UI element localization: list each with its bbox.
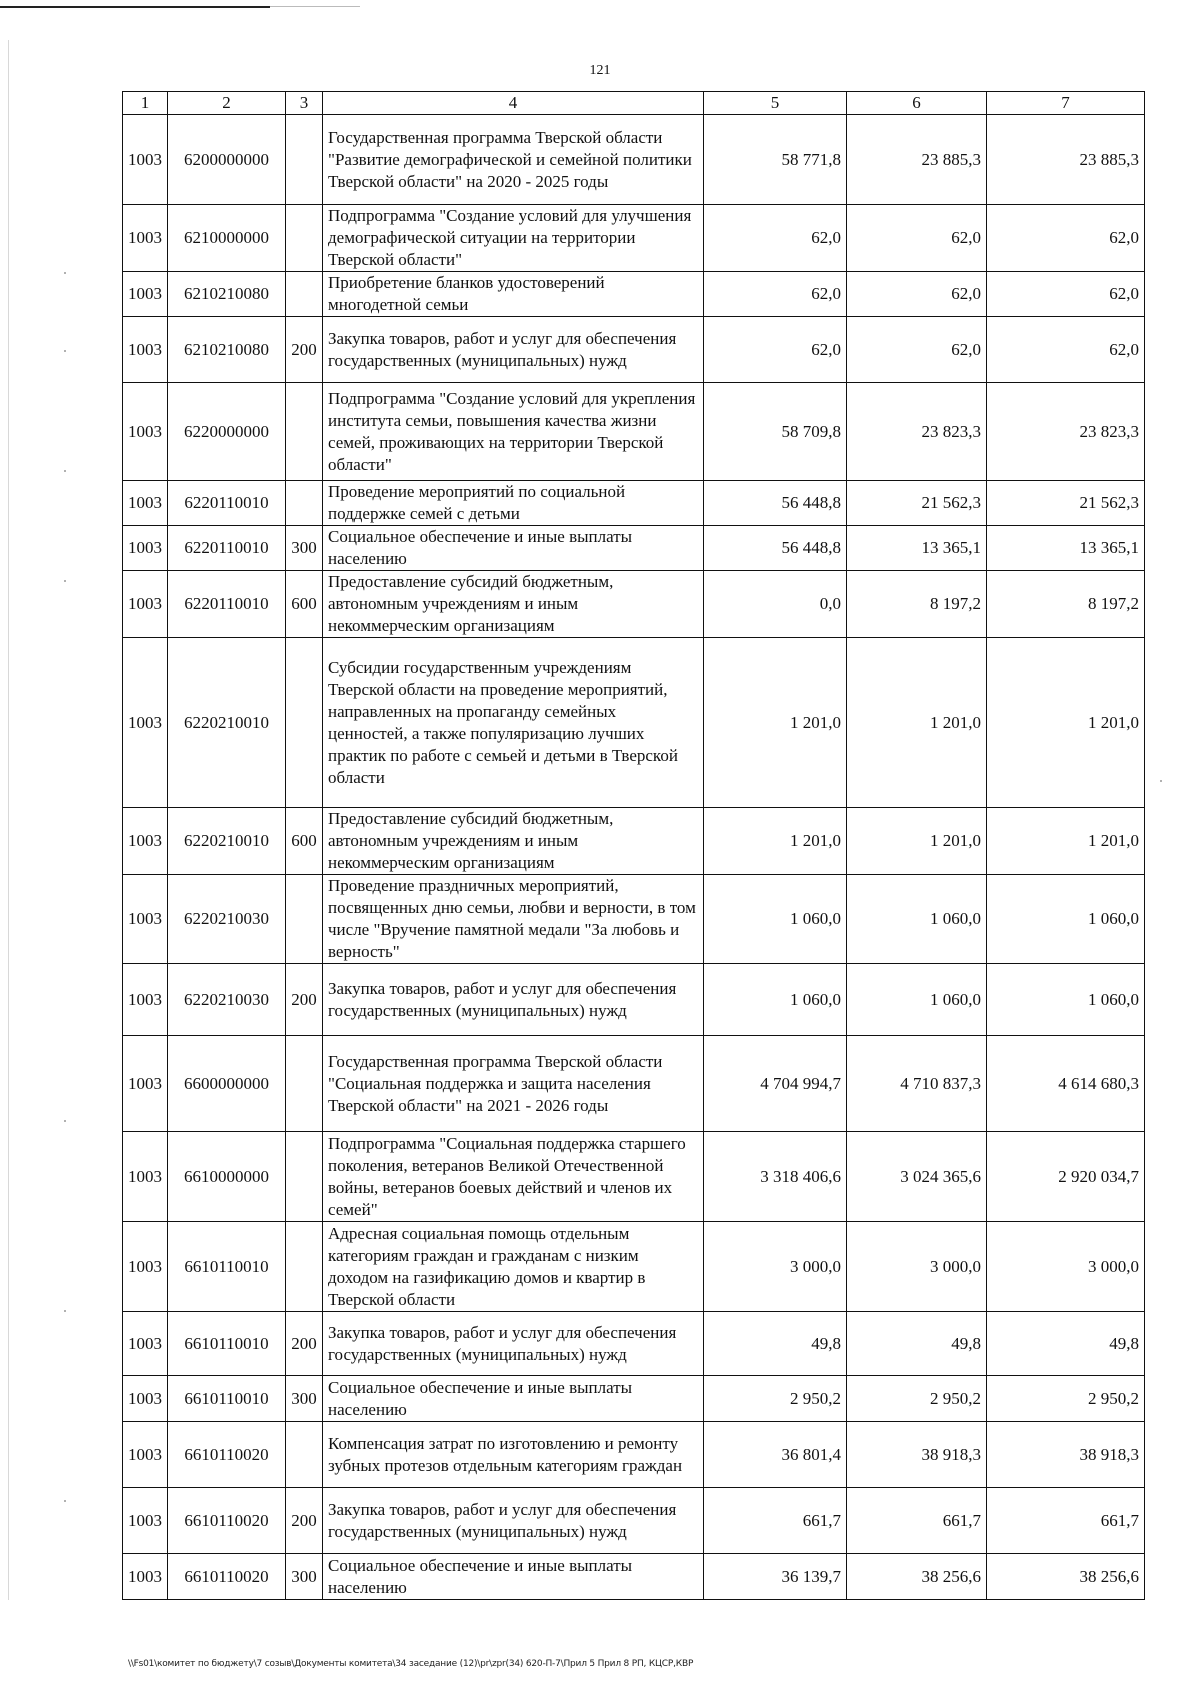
table-row	[123, 1222, 1145, 1312]
expense-type-cell: 200	[286, 1312, 323, 1376]
target-code-cell: 6220210010	[168, 638, 286, 808]
item-name-cell: Подпрограмма "Социальная поддержка старшего поколения, ветеранов Великой Отечественной войны, ветеранов боевых действий и членов их семей"	[323, 1132, 704, 1222]
amount-col6-cell: 661,7	[847, 1488, 987, 1554]
target-code-cell: 6220110010	[168, 526, 286, 571]
item-name-cell: Проведение мероприятий по социальной поддержке семей с детьми	[323, 481, 704, 526]
table-row	[123, 526, 1145, 571]
amount-col7-cell: 1 060,0	[987, 875, 1145, 964]
amount-col7-cell: 1 201,0	[987, 638, 1145, 808]
amount-col7-cell: 62,0	[987, 317, 1145, 383]
item-name-cell: Приобретение бланков удостоверений многодетной семьи	[323, 272, 704, 317]
amount-col7-cell: 2 920 034,7	[987, 1132, 1145, 1222]
table-row	[123, 205, 1145, 272]
amount-col5-cell: 62,0	[704, 205, 847, 272]
target-code-cell: 6610110020	[168, 1488, 286, 1554]
item-name-cell: Предоставление субсидий бюджетным, автономным учреждениям и иным некоммерческим организациям	[323, 571, 704, 638]
amount-col6-cell: 21 562,3	[847, 481, 987, 526]
amount-col7-cell: 2 950,2	[987, 1376, 1145, 1422]
amount-col5-cell: 56 448,8	[704, 481, 847, 526]
table-row	[123, 1376, 1145, 1422]
amount-col5-cell: 661,7	[704, 1488, 847, 1554]
amount-col6-cell: 23 823,3	[847, 383, 987, 481]
item-name-cell: Подпрограмма "Создание условий для укрепления института семьи, повышения качества жизни семей, проживающих на территории Тверской области"	[323, 383, 704, 481]
expense-type-cell: 200	[286, 964, 323, 1036]
scan-speck	[64, 1120, 66, 1122]
header-cell: 3	[286, 92, 323, 115]
amount-col5-cell: 62,0	[704, 272, 847, 317]
amount-col7-cell: 8 197,2	[987, 571, 1145, 638]
item-name-cell: Субсидии государственным учреждениям Тверской области на проведение мероприятий, направленных на пропаганду семейных ценностей, а также популяризацию лучших практик по работе с семьей и детьми в Тверской области	[323, 638, 704, 808]
expense-type-cell: 300	[286, 526, 323, 571]
expense-type-cell	[286, 1036, 323, 1132]
expense-type-cell	[286, 481, 323, 526]
amount-col7-cell: 4 614 680,3	[987, 1036, 1145, 1132]
table-row	[123, 808, 1145, 875]
scan-speck	[64, 470, 66, 472]
amount-col6-cell: 62,0	[847, 272, 987, 317]
amount-col5-cell: 2 950,2	[704, 1376, 847, 1422]
target-code-cell: 6600000000	[168, 1036, 286, 1132]
table-row	[123, 383, 1145, 481]
amount-col6-cell: 8 197,2	[847, 571, 987, 638]
expense-type-cell: 200	[286, 1488, 323, 1554]
scan-speck	[64, 272, 66, 274]
amount-col5-cell: 36 801,4	[704, 1422, 847, 1488]
section-cell: 1003	[123, 1422, 168, 1488]
target-code-cell: 6610110020	[168, 1422, 286, 1488]
section-cell: 1003	[123, 638, 168, 808]
scan-speck	[64, 1310, 66, 1312]
amount-col5-cell: 56 448,8	[704, 526, 847, 571]
table-row	[123, 1422, 1145, 1488]
section-cell: 1003	[123, 272, 168, 317]
table-row	[123, 571, 1145, 638]
target-code-cell: 6220210030	[168, 875, 286, 964]
section-cell: 1003	[123, 1132, 168, 1222]
section-cell: 1003	[123, 964, 168, 1036]
target-code-cell: 6220210010	[168, 808, 286, 875]
table-row	[123, 1312, 1145, 1376]
section-cell: 1003	[123, 481, 168, 526]
amount-col6-cell: 62,0	[847, 317, 987, 383]
amount-col7-cell: 21 562,3	[987, 481, 1145, 526]
expense-type-cell	[286, 1132, 323, 1222]
table-row	[123, 1488, 1145, 1554]
footer-file-path: \\Fs01\комитет по бюджету\7 созыв\Документы комитета\34 заседание (12)\pr\zpr(34) 620-П-7\Прил 5 Прил 8 РП, КЦСР,КВР	[128, 1659, 694, 1669]
section-cell: 1003	[123, 1554, 168, 1600]
amount-col7-cell: 62,0	[987, 272, 1145, 317]
amount-col7-cell: 3 000,0	[987, 1222, 1145, 1312]
amount-col6-cell: 1 060,0	[847, 875, 987, 964]
amount-col5-cell: 58 771,8	[704, 115, 847, 205]
target-code-cell: 6610110010	[168, 1312, 286, 1376]
item-name-cell: Проведение праздничных мероприятий, посвященных дню семьи, любви и верности, в том числе "Вручение памятной медали "За любовь и верность"	[323, 875, 704, 964]
expense-type-cell: 600	[286, 808, 323, 875]
item-name-cell: Компенсация затрат по изготовлению и ремонту зубных протезов отдельным категориям граждан	[323, 1422, 704, 1488]
table-row	[123, 1036, 1145, 1132]
header-cell: 4	[323, 92, 704, 115]
budget-table	[122, 91, 1145, 1600]
expense-type-cell	[286, 1422, 323, 1488]
item-name-cell: Государственная программа Тверской области "Социальная поддержка и защита населения Тверской области" на 2021 - 2026 годы	[323, 1036, 704, 1132]
target-code-cell: 6610000000	[168, 1132, 286, 1222]
section-cell: 1003	[123, 205, 168, 272]
target-code-cell: 6610110020	[168, 1554, 286, 1600]
section-cell: 1003	[123, 526, 168, 571]
amount-col7-cell: 23 823,3	[987, 383, 1145, 481]
table-row	[123, 875, 1145, 964]
amount-col6-cell: 23 885,3	[847, 115, 987, 205]
target-code-cell: 6220000000	[168, 383, 286, 481]
top-border-line-faint	[270, 6, 360, 7]
amount-col5-cell: 1 060,0	[704, 964, 847, 1036]
expense-type-cell: 600	[286, 571, 323, 638]
header-cell: 7	[987, 92, 1145, 115]
amount-col7-cell: 1 060,0	[987, 964, 1145, 1036]
page-number: 121	[589, 63, 611, 78]
amount-col5-cell: 1 201,0	[704, 638, 847, 808]
table-row	[123, 481, 1145, 526]
target-code-cell: 6210000000	[168, 205, 286, 272]
amount-col7-cell: 49,8	[987, 1312, 1145, 1376]
amount-col6-cell: 2 950,2	[847, 1376, 987, 1422]
item-name-cell: Подпрограмма "Создание условий для улучшения демографической ситуации на территории Тверской области"	[323, 205, 704, 272]
section-cell: 1003	[123, 383, 168, 481]
target-code-cell: 6220110010	[168, 571, 286, 638]
header-cell: 5	[704, 92, 847, 115]
amount-col7-cell: 13 365,1	[987, 526, 1145, 571]
amount-col6-cell: 13 365,1	[847, 526, 987, 571]
table-row	[123, 1132, 1145, 1222]
section-cell: 1003	[123, 1488, 168, 1554]
amount-col6-cell: 38 256,6	[847, 1554, 987, 1600]
table-row	[123, 317, 1145, 383]
amount-col7-cell: 62,0	[987, 205, 1145, 272]
header-cell: 2	[168, 92, 286, 115]
amount-col5-cell: 4 704 994,7	[704, 1036, 847, 1132]
table-header-row	[123, 92, 1145, 115]
expense-type-cell	[286, 205, 323, 272]
expense-type-cell	[286, 383, 323, 481]
amount-col6-cell: 3 024 365,6	[847, 1132, 987, 1222]
section-cell: 1003	[123, 1222, 168, 1312]
amount-col6-cell: 62,0	[847, 205, 987, 272]
scan-speck	[64, 350, 66, 352]
expense-type-cell	[286, 875, 323, 964]
amount-col6-cell: 38 918,3	[847, 1422, 987, 1488]
amount-col5-cell: 3 000,0	[704, 1222, 847, 1312]
amount-col7-cell: 38 256,6	[987, 1554, 1145, 1600]
item-name-cell: Закупка товаров, работ и услуг для обеспечения государственных (муниципальных) нужд	[323, 1488, 704, 1554]
target-code-cell: 6210210080	[168, 317, 286, 383]
table-row	[123, 1554, 1145, 1600]
expense-type-cell	[286, 1222, 323, 1312]
amount-col5-cell: 36 139,7	[704, 1554, 847, 1600]
item-name-cell: Предоставление субсидий бюджетным, автономным учреждениям и иным некоммерческим организациям	[323, 808, 704, 875]
amount-col5-cell: 3 318 406,6	[704, 1132, 847, 1222]
item-name-cell: Социальное обеспечение и иные выплаты населению	[323, 526, 704, 571]
section-cell: 1003	[123, 1312, 168, 1376]
table-body	[123, 115, 1145, 1600]
amount-col5-cell: 1 060,0	[704, 875, 847, 964]
amount-col5-cell: 58 709,8	[704, 383, 847, 481]
amount-col6-cell: 3 000,0	[847, 1222, 987, 1312]
item-name-cell: Социальное обеспечение и иные выплаты населению	[323, 1554, 704, 1600]
section-cell: 1003	[123, 1376, 168, 1422]
expense-type-cell	[286, 115, 323, 205]
amount-col5-cell: 1 201,0	[704, 808, 847, 875]
item-name-cell: Государственная программа Тверской области "Развитие демографической и семейной политики Тверской области" на 2020 - 2025 годы	[323, 115, 704, 205]
amount-col6-cell: 49,8	[847, 1312, 987, 1376]
scan-speck	[64, 1500, 66, 1502]
amount-col7-cell: 1 201,0	[987, 808, 1145, 875]
amount-col7-cell: 38 918,3	[987, 1422, 1145, 1488]
item-name-cell: Адресная социальная помощь отдельным категориям граждан и гражданам с низким доходом на газификацию домов и квартир в Тверской области	[323, 1222, 704, 1312]
amount-col6-cell: 1 060,0	[847, 964, 987, 1036]
scan-speck	[1160, 780, 1162, 782]
header-cell: 6	[847, 92, 987, 115]
item-name-cell: Закупка товаров, работ и услуг для обеспечения государственных (муниципальных) нужд	[323, 317, 704, 383]
section-cell: 1003	[123, 1036, 168, 1132]
scan-speck	[64, 580, 66, 582]
amount-col6-cell: 4 710 837,3	[847, 1036, 987, 1132]
amount-col6-cell: 1 201,0	[847, 808, 987, 875]
expense-type-cell: 300	[286, 1376, 323, 1422]
amount-col6-cell: 1 201,0	[847, 638, 987, 808]
target-code-cell: 6220110010	[168, 481, 286, 526]
amount-col7-cell: 661,7	[987, 1488, 1145, 1554]
table-row	[123, 272, 1145, 317]
amount-col5-cell: 0,0	[704, 571, 847, 638]
table-row	[123, 964, 1145, 1036]
expense-type-cell	[286, 272, 323, 317]
expense-type-cell: 300	[286, 1554, 323, 1600]
expense-type-cell: 200	[286, 317, 323, 383]
scan-margin-line	[8, 40, 9, 1600]
target-code-cell: 6220210030	[168, 964, 286, 1036]
target-code-cell: 6210210080	[168, 272, 286, 317]
section-cell: 1003	[123, 571, 168, 638]
item-name-cell: Закупка товаров, работ и услуг для обеспечения государственных (муниципальных) нужд	[323, 964, 704, 1036]
item-name-cell: Закупка товаров, работ и услуг для обеспечения государственных (муниципальных) нужд	[323, 1312, 704, 1376]
section-cell: 1003	[123, 875, 168, 964]
table-row	[123, 638, 1145, 808]
section-cell: 1003	[123, 317, 168, 383]
expense-type-cell	[286, 638, 323, 808]
top-border-line	[0, 6, 270, 8]
amount-col7-cell: 23 885,3	[987, 115, 1145, 205]
section-cell: 1003	[123, 808, 168, 875]
header-cell: 1	[123, 92, 168, 115]
target-code-cell: 6200000000	[168, 115, 286, 205]
item-name-cell: Социальное обеспечение и иные выплаты населению	[323, 1376, 704, 1422]
target-code-cell: 6610110010	[168, 1222, 286, 1312]
target-code-cell: 6610110010	[168, 1376, 286, 1422]
amount-col5-cell: 49,8	[704, 1312, 847, 1376]
amount-col5-cell: 62,0	[704, 317, 847, 383]
section-cell: 1003	[123, 115, 168, 205]
table-row	[123, 115, 1145, 205]
